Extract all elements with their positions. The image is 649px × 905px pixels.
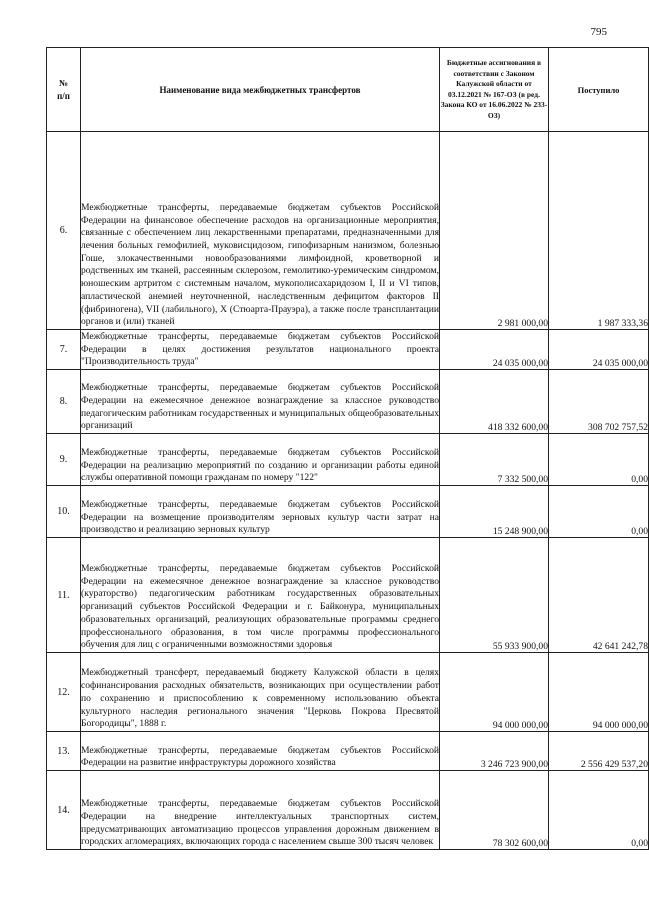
row-budget: 2 981 000,00	[440, 132, 549, 330]
row-budget: 55 933 900,00	[440, 538, 549, 653]
row-budget: 78 302 600,00	[440, 771, 549, 850]
header-name: Наименование вида межбюджетных трансфертов	[81, 48, 440, 132]
row-budget: 418 332 600,00	[440, 370, 549, 434]
row-number: 11.	[47, 538, 81, 653]
table-row	[47, 538, 649, 653]
header-received: Поступило	[549, 48, 649, 132]
table-header-row	[47, 48, 649, 132]
row-description: Межбюджетные трансферты, передаваемые бюджетам субъектов Российской Федерации на финансовое обеспечение расходов на организационные мероприятия, связанные с обеспечением лиц лекарственными препаратами, предназначенными для лечения больных гемофилией, муковисцидозом, гипофизарным нанизмом, болезнью Гоше, злокачественными новообразованиями лимфоидной, кроветворной и родственных им тканей, рассеянным склерозом, гемолитико-уремическим синдромом, юношеским артритом с системным началом, мукополисахаридозом I, II и VI типов, апластической анемией неуточненной, наследственным дефицитом факторов II (фибриногена), VII (лабильного), X (Стюарта-Прауэра), а также после трансплантации органов и (или) тканей	[81, 132, 440, 330]
page-number: 795	[590, 26, 607, 38]
table-row	[47, 486, 649, 538]
row-number: 7.	[47, 330, 81, 370]
table-row	[47, 434, 649, 486]
row-description: Межбюджетные трансферты, передаваемые бюджетам субъектов Российской Федерации на реализацию мероприятий по созданию и организации работы единой службы оперативной помощи гражданам по номеру "122"	[81, 434, 440, 486]
transfers-table	[46, 47, 649, 850]
row-received: 308 702 757,52	[549, 370, 649, 434]
table-row	[47, 653, 649, 732]
row-budget: 24 035 000,00	[440, 330, 549, 370]
row-description: Межбюджетные трансферты, передаваемые бюджетам субъектов Российской Федерации на ежемесячное денежное вознаграждение за классное руководство (кураторство) педагогическим работникам государственных образовательных организаций субъектов Российской Федерации и г. Байконура, муниципальных образовательных организаций, реализующих образовательные программы среднего профессионального образования, в том числе программы профессионального обучения для лиц с ограниченными возможностями здоровья	[81, 538, 440, 653]
row-number: 9.	[47, 434, 81, 486]
row-budget: 94 000 000,00	[440, 653, 549, 732]
table-row	[47, 771, 649, 850]
row-received: 42 641 242,78	[549, 538, 649, 653]
row-description: Межбюджетные трансферты, передаваемые бюджетам субъектов Российской Федерации на внедрение интеллектуальных транспортных систем, предусматривающих автоматизацию процессов управления дорожным движением в городских агломерациях, включающих города с населением свыше 300 тысяч человек	[81, 771, 440, 850]
row-description: Межбюджетные трансферты, передаваемые бюджетам субъектов Российской Федерации на развитие инфраструктуры дорожного хозяйства	[81, 732, 440, 771]
row-number: 12.	[47, 653, 81, 732]
row-description: Межбюджетный трансферт, передаваемый бюджету Калужской области в целях софинансирования расходных обязательств, возникающих при осуществлении работ по сохранению и приспособлению к современному использованию объекта культурного наследия регионального значения "Церковь Покрова Пресвятой Богородицы", 1888 г.	[81, 653, 440, 732]
row-received: 0,00	[549, 771, 649, 850]
row-received: 2 556 429 537,20	[549, 732, 649, 771]
row-number: 8.	[47, 370, 81, 434]
header-budget: Бюджетные ассигнования в соответствии с Законом Калужской области от 03.12.2021 № 167-ОЗ (в ред. Закона КО от 16.06.2022 № 233-ОЗ)	[440, 48, 549, 132]
row-received: 0,00	[549, 434, 649, 486]
row-budget: 7 332 500,00	[440, 434, 549, 486]
row-received: 1 987 333,36	[549, 132, 649, 330]
table-row	[47, 132, 649, 330]
row-received: 94 000 000,00	[549, 653, 649, 732]
table-row	[47, 330, 649, 370]
row-number: 6.	[47, 132, 81, 330]
table-row	[47, 732, 649, 771]
row-received: 0,00	[549, 486, 649, 538]
table-row	[47, 370, 649, 434]
header-number	[47, 48, 81, 132]
row-description: Межбюджетные трансферты, передаваемые бюджетам субъектов Российской Федерации на ежемесячное денежное вознаграждение за классное руководство педагогическим работникам государственных и муниципальных общеобразовательных организаций	[81, 370, 440, 434]
row-description: Межбюджетные трансферты, передаваемые бюджетам субъектов Российской Федерации на возмещение производителям зерновых культур части затрат на производство и реализацию зерновых культур	[81, 486, 440, 538]
header-number-text: № п/п	[57, 77, 70, 101]
row-budget: 3 246 723 900,00	[440, 732, 549, 771]
row-number: 13.	[47, 732, 81, 771]
row-description: Межбюджетные трансферты, передаваемые бюджетам субъектов Российской Федерации в целях достижения результатов национального проекта "Производительность труда"	[81, 330, 440, 370]
row-budget: 15 248 900,00	[440, 486, 549, 538]
row-number: 10.	[47, 486, 81, 538]
row-received: 24 035 000,00	[549, 330, 649, 370]
row-number: 14.	[47, 771, 81, 850]
